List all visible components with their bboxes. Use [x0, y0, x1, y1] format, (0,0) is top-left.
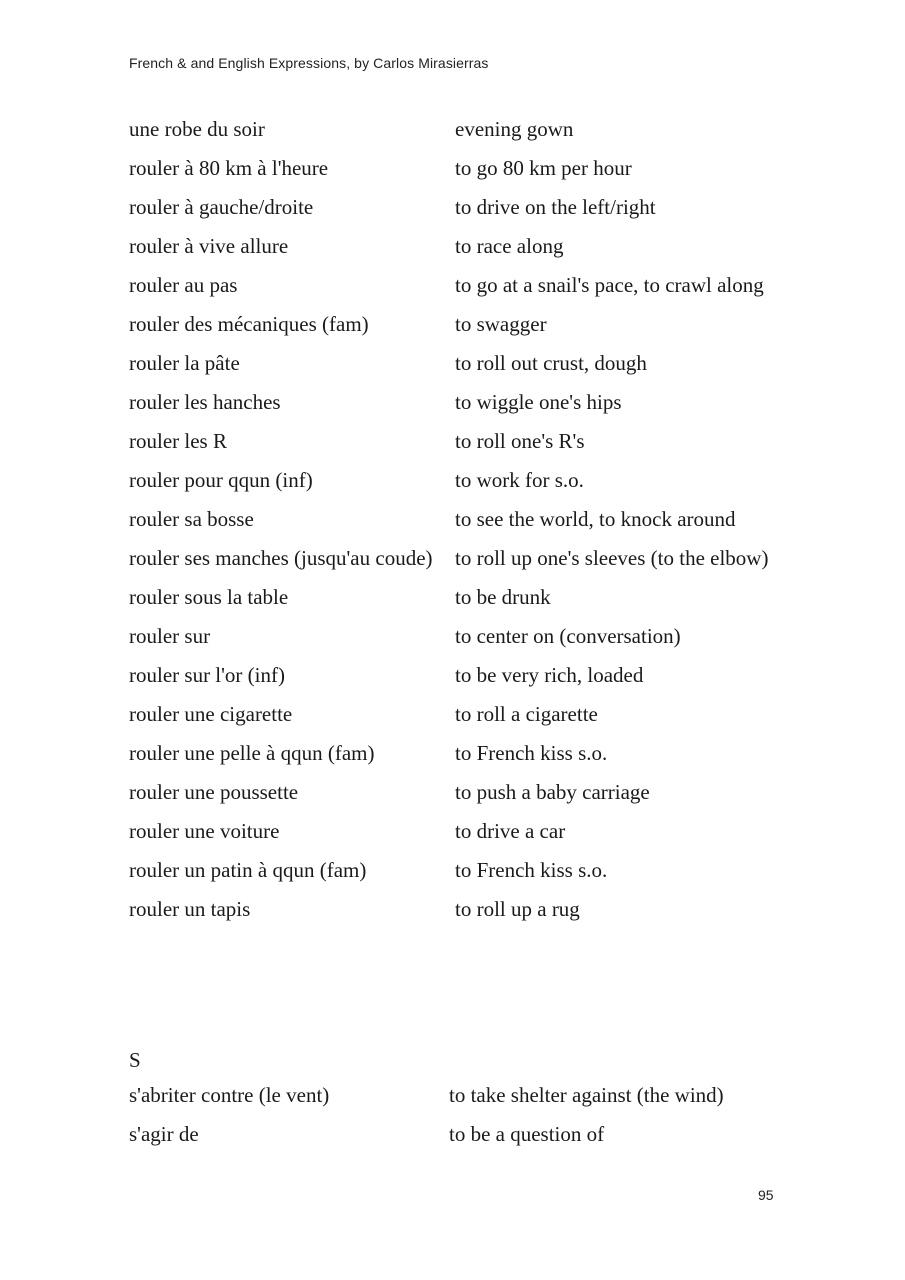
english-translation: to see the world, to knock around [455, 507, 736, 531]
french-expression: rouler une poussette [129, 780, 299, 804]
english-translation: to French kiss s.o. [455, 858, 608, 882]
french-expression: rouler ses manches (jusqu'au coude) [129, 546, 433, 570]
table-row [129, 385, 789, 424]
table-row [129, 463, 789, 502]
table-row [129, 268, 789, 307]
table-row [129, 190, 789, 229]
french-expression: rouler une pelle à qqun (fam) [129, 741, 375, 765]
french-expression: rouler à gauche/droite [129, 195, 314, 219]
french-expression: rouler les R [129, 429, 227, 453]
english-translation: to roll one's R's [455, 429, 585, 453]
table-row [129, 307, 789, 346]
english-translation: to work for s.o. [455, 468, 584, 492]
english-translation: to be very rich, loaded [455, 663, 644, 687]
running-header: French & and English Expressions, by Carlos Mirasierras [129, 55, 489, 71]
french-expression: rouler sur l'or (inf) [129, 663, 285, 687]
french-expression: s'abriter contre (le vent) [129, 1083, 330, 1107]
english-translation: evening gown [455, 117, 574, 141]
french-expression: rouler au pas [129, 273, 238, 297]
table-row [129, 1118, 809, 1157]
table-row [129, 814, 789, 853]
table-row [129, 151, 789, 190]
page-number: 95 [758, 1187, 774, 1203]
french-expression: rouler pour qqun (inf) [129, 468, 313, 492]
english-translation: to drive on the left/right [455, 195, 656, 219]
english-translation: to wiggle one's hips [455, 390, 622, 414]
table-row [129, 424, 789, 463]
english-translation: to center on (conversation) [455, 624, 681, 648]
english-translation: to be drunk [455, 585, 551, 609]
french-expression: rouler un patin à qqun (fam) [129, 858, 367, 882]
table-row [129, 619, 789, 658]
english-translation: to roll up one's sleeves (to the elbow) [455, 546, 769, 570]
table-row [129, 853, 789, 892]
english-translation: to drive a car [455, 819, 566, 843]
section-heading-letter: S [129, 1048, 141, 1072]
french-expression: rouler la pâte [129, 351, 240, 375]
english-translation: to French kiss s.o. [455, 741, 608, 765]
english-translation: to go at a snail's pace, to crawl along [455, 273, 764, 297]
french-expression: rouler à vive allure [129, 234, 289, 258]
expression-table-s [129, 1079, 809, 1157]
table-row [129, 580, 789, 619]
french-expression: rouler une cigarette [129, 702, 293, 726]
french-expression: s'agir de [129, 1122, 199, 1146]
english-translation: to roll a cigarette [455, 702, 598, 726]
english-translation: to be a question of [449, 1122, 605, 1146]
table-row [129, 697, 789, 736]
french-expression: rouler sa bosse [129, 507, 254, 531]
french-expression: rouler des mécaniques (fam) [129, 312, 369, 336]
table-row [129, 658, 789, 697]
table-row [129, 775, 789, 814]
table-row [129, 541, 789, 580]
french-expression: rouler sur [129, 624, 211, 648]
french-expression: rouler sous la table [129, 585, 289, 609]
english-translation: to race along [455, 234, 564, 258]
table-row [129, 229, 789, 268]
table-row [129, 736, 789, 775]
english-translation: to roll up a rug [455, 897, 580, 921]
expression-table-r [129, 112, 789, 931]
english-translation: to swagger [455, 312, 547, 336]
french-expression: rouler à 80 km à l'heure [129, 156, 329, 180]
table-row [129, 892, 789, 931]
french-expression: rouler une voiture [129, 819, 280, 843]
english-translation: to roll out crust, dough [455, 351, 647, 375]
table-row [129, 346, 789, 385]
table-row [129, 1079, 809, 1118]
english-translation: to take shelter against (the wind) [449, 1083, 724, 1107]
table-row [129, 502, 789, 541]
english-translation: to go 80 km per hour [455, 156, 632, 180]
french-expression: rouler les hanches [129, 390, 281, 414]
english-translation: to push a baby carriage [455, 780, 650, 804]
table-row [129, 112, 789, 151]
french-expression: rouler un tapis [129, 897, 251, 921]
french-expression: une robe du soir [129, 117, 265, 141]
